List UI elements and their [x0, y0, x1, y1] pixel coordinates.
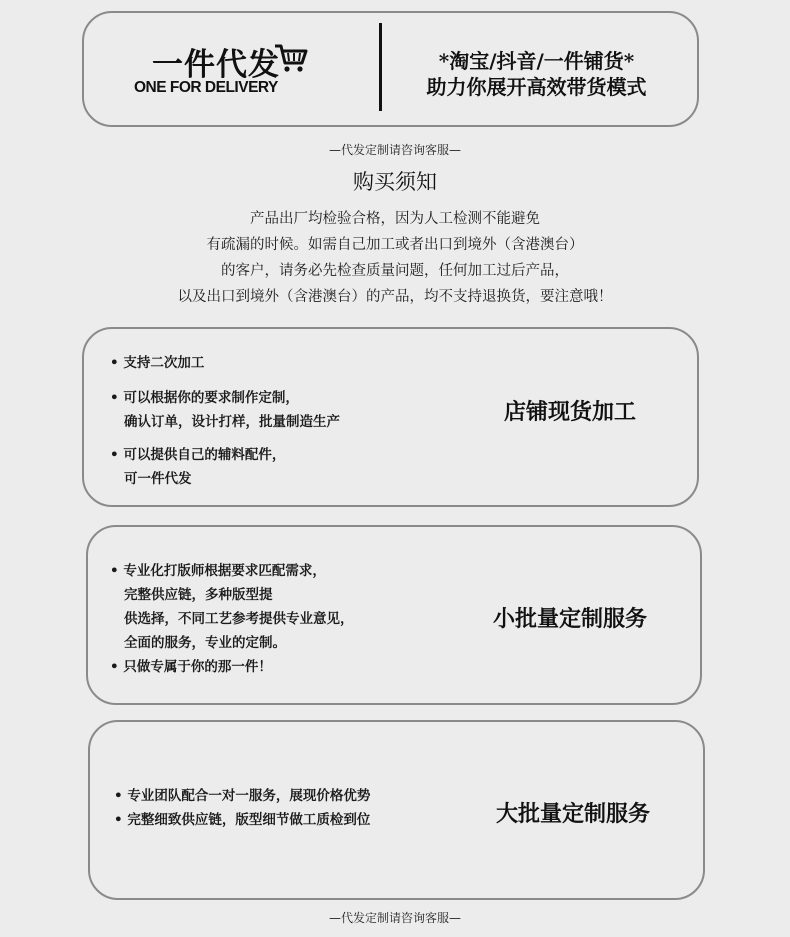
card-title: 大批量定制服务	[496, 801, 651, 827]
slogan-line-1: *淘宝/抖音/一件铺货*	[438, 49, 635, 73]
service-item: • 专业团队配合一对一服务，展现价格优势	[114, 788, 371, 804]
header-divider	[379, 23, 382, 111]
notice-line: 以及出口到境外（含港澳台）的产品，均不支持退换货，要注意哦！	[177, 289, 613, 305]
notice-title: 购买须知	[353, 170, 437, 194]
service-item: • 完整细致供应链，版型细节做工质检到位	[114, 812, 371, 828]
service-item: • 支持二次加工	[110, 355, 205, 371]
service-card-stock-processing	[82, 327, 699, 507]
service-item: • 可以提供自己的辅料配件， 可一件代发	[110, 447, 286, 487]
card-title: 小批量定制服务	[493, 606, 648, 632]
service-item: • 专业化打版师根据要求匹配需求， 完整供应链，多种版型提 供选择，不同工艺参考提供专业意见， 全面的服务，专业的定制。	[110, 563, 354, 651]
notice-line: 的客户，请务必先检查质量问题，任何加工过后产品，	[221, 263, 569, 279]
service-item: • 可以根据你的要求制作定制， 确认订单，设计打样，批量制造生产	[110, 390, 340, 430]
service-item: • 只做专属于你的那一件！	[110, 659, 272, 675]
slogan-line-2: 助力你展开高效带货模式	[426, 75, 647, 99]
notice-line: 产品出厂均检验合格，因为人工检测不能避免	[250, 211, 540, 227]
shopping-cart-icon	[274, 43, 308, 73]
brand-english: ONE FOR DELIVERY	[134, 79, 278, 96]
brand-chinese: 一件代发	[152, 47, 280, 83]
service-card-small-batch	[86, 525, 702, 705]
service-card-large-batch	[88, 720, 705, 900]
consult-service-note-top: —代发定制请咨询客服—	[328, 143, 461, 157]
card-title: 店铺现货加工	[504, 399, 637, 425]
header-banner	[82, 11, 699, 127]
consult-service-note-bottom: —代发定制请咨询客服—	[328, 911, 461, 925]
notice-line: 有疏漏的时候。如需自己加工或者出口到境外（含港澳台）	[206, 237, 584, 253]
